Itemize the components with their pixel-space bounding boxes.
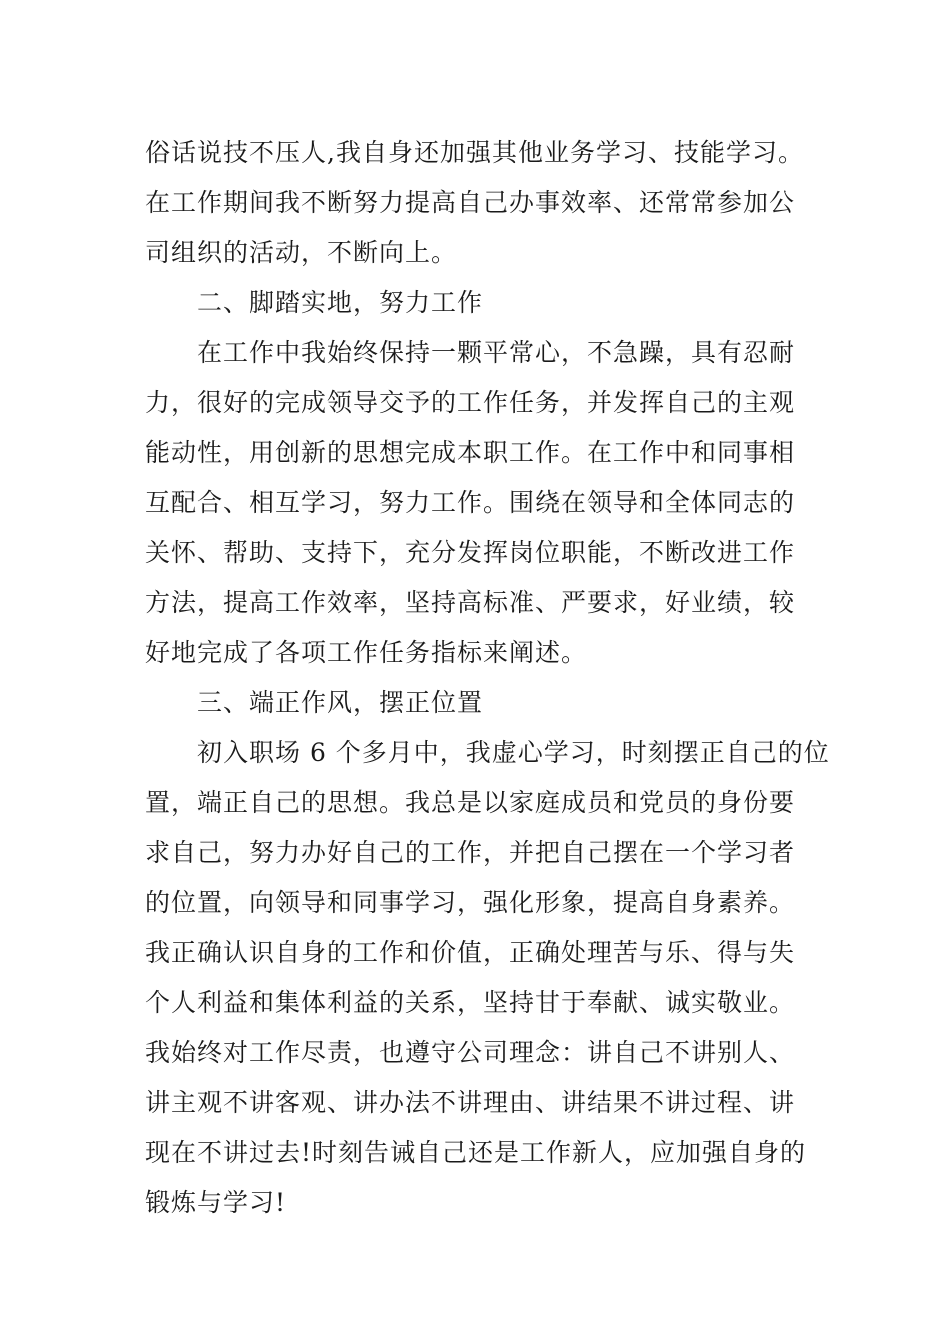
- text-line: 力，很好的完成领导交予的工作任务，并发挥自己的主观: [145, 388, 796, 417]
- text-line: 能动性，用创新的思想完成本职工作。在工作中和同事相: [145, 438, 796, 467]
- text-line: 我始终对工作尽责，也遵守公司理念：讲自己不讲别人、: [145, 1038, 796, 1067]
- section-heading: 三、端正作风，摆正位置: [197, 688, 484, 717]
- document-body: [145, 128, 830, 1228]
- text-line: 置，端正自己的思想。我总是以家庭成员和党员的身份要: [145, 788, 796, 817]
- text-line: 在工作中我始终保持一颗平常心，不急躁，具有忍耐: [197, 338, 796, 367]
- text-line: 关怀、帮助、支持下，充分发挥岗位职能，不断改进工作: [145, 538, 796, 567]
- text-line: 方法，提高工作效率，坚持高标准、严要求，好业绩，较: [145, 588, 796, 617]
- text-line: 的位置，向领导和同事学习，强化形象，提高自身素养。: [145, 888, 796, 917]
- text-line: 求自己，努力办好自己的工作，并把自己摆在一个学习者: [145, 838, 796, 867]
- text-line: 好地完成了各项工作任务指标来阐述。: [145, 638, 588, 667]
- text-line: 我正确认识自身的工作和价值，正确处理苦与乐、得与失: [145, 938, 796, 967]
- text-line: 现在不讲过去!时刻告诫自己还是工作新人，应加强自身的: [145, 1138, 807, 1167]
- text-line: 司组织的活动，不断向上。: [145, 238, 458, 267]
- section-heading: 二、脚踏实地，努力工作: [197, 288, 484, 317]
- text-line: 锻炼与学习!: [145, 1188, 287, 1217]
- text-line: 互配合、相互学习，努力工作。围绕在领导和全体同志的: [145, 488, 796, 517]
- text-line: 初入职场 6 个多月中，我虚心学习，时刻摆正自己的位: [197, 738, 830, 767]
- text-line: 个人利益和集体利益的关系，坚持甘于奉献、诚实敬业。: [145, 988, 796, 1017]
- text-line: 俗话说技不压人,我自身还加强其他业务学习、技能学习。: [145, 138, 804, 167]
- text-line: 在工作期间我不断努力提高自己办事效率、还常常参加公: [145, 188, 796, 217]
- text-line: 讲主观不讲客观、讲办法不讲理由、讲结果不讲过程、讲: [145, 1088, 796, 1117]
